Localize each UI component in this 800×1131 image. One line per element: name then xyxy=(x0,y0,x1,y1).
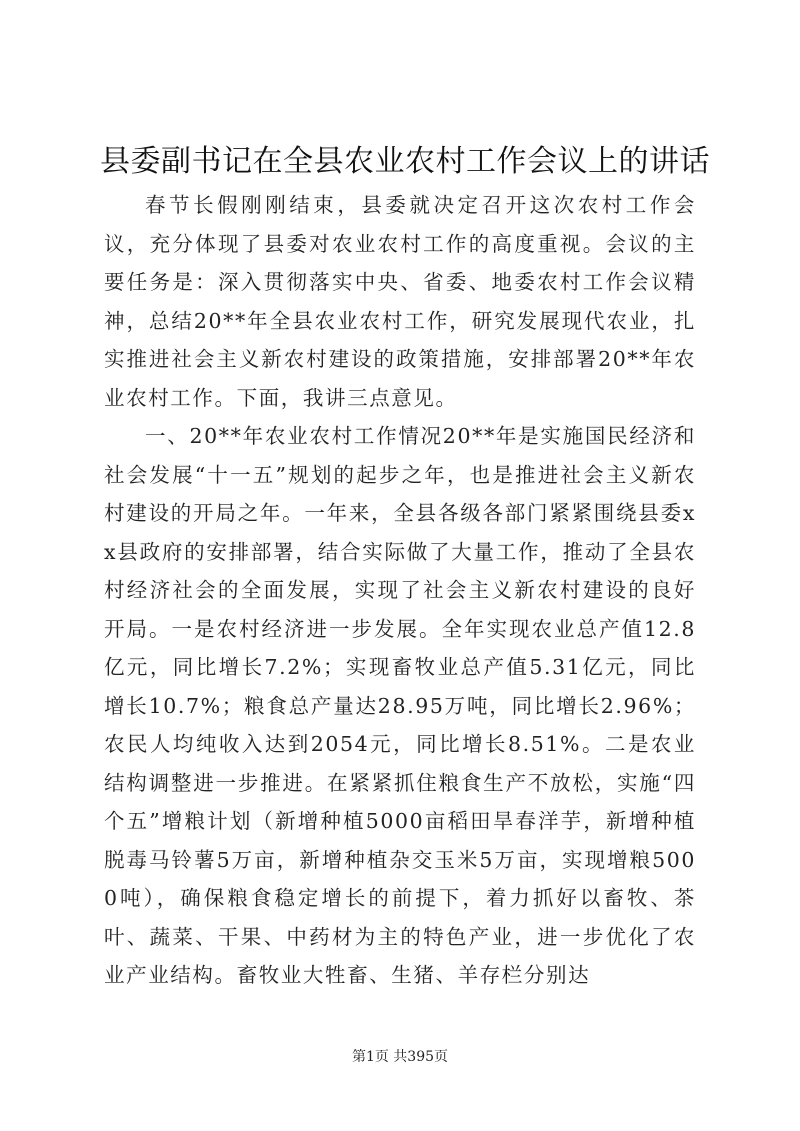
page-footer: 第1页 共395页 xyxy=(351,1049,449,1065)
paragraph-intro: 春节长假刚刚结束，县委就决定召开这次农村工作会议，充分体现了县委对农业农村工作的高度重视。会议的主要任务是：深入贯彻落实中央、省委、地委农村工作会议精神，总结20**年全县农业农村工作，研究发展现代农业，扎实推进社会主义新农村建设的政策措施，安排部署20**年农业农村工作。下面，我讲三点意见。 xyxy=(104,193,696,410)
document-body xyxy=(104,186,696,995)
document-title: 县委副书记在全县农业农村工作会议上的讲话 xyxy=(100,144,710,179)
paragraph-section-one: 一、20**年农业农村工作情况20**年是实施国民经济和社会发展“十一五”规划的起步之年，也是推进社会主义新农村建设的开局之年。一年来，全县各级各部门紧紧围绕县委xx县政府的安排部署，结合实际做了大量工作，推动了全县农村经济社会的全面发展，实现了社会主义新农村建设的良好开局。一是农村经济进一步发展。全年实现农业总产值12.8亿元，同比增长7.2%；实现畜牧业总产值5.31亿元，同比增长10.7%；粮食总产量达28.95万吨，同比增长2.96%；农民人均纯收入达到2054元，同比增长8.51%。二是农业结构调整进一步推进。在紧紧抓住粮食生产不放松，实施“四个五”增粮计划（新增种植5000亩稻田旱春洋芋，新增种植脱毒马铃薯5万亩，新增种植杂交玉米5万亩，实现增粮5000吨），确保粮食稳定增长的前提下，着力抓好以畜牧、茶叶、蔬菜、干果、中药材为主的特色产业，进一步优化了农业产业结构。畜牧业大牲畜、生猪、羊存栏分别达 xyxy=(104,424,696,987)
